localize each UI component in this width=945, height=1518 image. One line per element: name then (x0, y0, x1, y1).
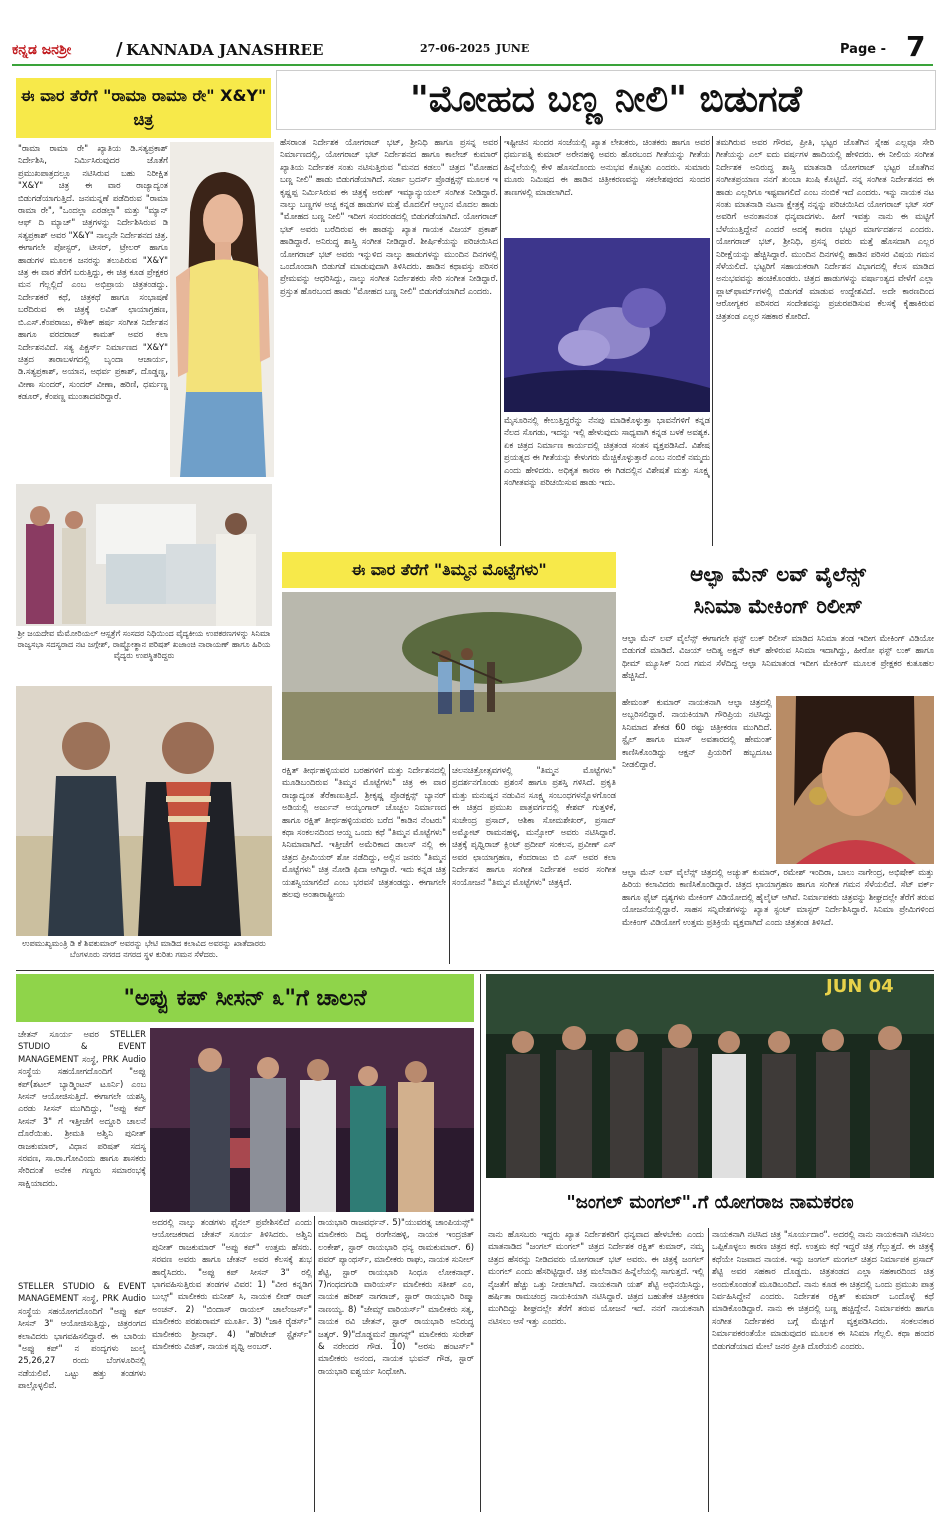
masthead (12, 30, 933, 63)
col-divider (708, 1228, 709, 1512)
page-number: 7 (906, 30, 926, 63)
appu-col2: ಅದರಲ್ಲಿ ನಾಲ್ಕು ತಂಡಗಳು ಫೈನಲ್ ಪ್ರವೇಶಿಸಲಿದೆ ಎಂದು ಆಯೋಜಕರಾದ ಚೇತನ್ ಸೂರ್ಯ ತಿಳಿಸಿದರು. ಅಶ್ವಿನಿ ಪುನೀತ್ ರಾಜಕುಮಾರ್ "ಅಪ್ಪು ಕಪ್" ಉತ್ತಮ ಹೆಸರು. ಸರವಣ ಅವರು ಹಾಗೂ ಚೇತನ್ ಅವರ ಕೆಲಸಕ್ಕೆ ಶುಭ ಹಾರೈಸಿದರು. "ಅಪ್ಪು ಕಪ್ ಸೀಸನ್ 3" ರಲ್ಲಿ ಭಾಗವಹಿಸುತ್ತಿರುವ ತಂಡಗಳ ವಿವರ: 1) "ವೀರ ಕನ್ನಡಿಗ ಬುಲ್ಸ್" ಮಾಲೀಕರು ಮನೀಶ್ ಸಿ, ನಾಯಕ ಲೀಡ್ ರಾಜ್ ಅಂಚನ್. 2) "ಬಿಂದಾಸ್ ರಾಯಲ್ ಚಾಲೆಂಜರ್ಸ್" ಮಾಲೀಕರು ಪರಶುರಾಮ್ ಮೂರ್ತಿ. 3) "ಜಾಕಿ ರೈಡರ್ಸ್" ಮಾಲೀಕರು ಶ್ರೀನಾಥ್. 4) "ಹೆರಿಟೇಜ್ ಸ್ಟೈಕರ್ಸ್" ಮಾಲೀಕರು ವಿಜಿತ್, ನಾಯಕ ಪೃಥ್ವಿ ಅಂಬರ್. (152, 1217, 312, 1352)
alpha-lead: ಆಲ್ಫಾ ಮೆನ್ ಲವ್ ವೈಲೆನ್ಸ್ ಈಗಾಗಲೇ ಫಸ್ಟ್ ಲುಕ್ ರಿಲೀಸ್ ಮಾಡಿದ ಸಿನಿಮಾ ತಂಡ ಇದೀಗ ಮೇಕಿಂಗ್ ವಿಡಿಯೋ ಬಿಡುಗಡೆ ಮಾಡಿದೆ. ವಿಜಯ್ ಆದಿತ್ಯ ಅಕ್ಷನ್ ಕಟ್ ಹೇಳಿರುವ ಸಿನಿಮಾ ಇದಾಗಿದ್ದು, ಹೀರೋ ಫಸ್ಟ್ ಲುಕ್ ಹಾಗೂ ಥೀಮ್ ಮ್ಯೂಸಿಕ್ ನಿಂದ ಗಮನ ಸೆಳೆದಿದ್ದ ಆಲ್ಫಾ ಸಿನಿಮಾತಂಡ ಇದೀಗ ಮೇಕಿಂಗ್ ಮೂಲಕ ಪ್ರೇಕ್ಷಕರ ಕುತೂಹಲ ಹೆಚ್ಚಿಸಿದೆ. (622, 633, 934, 681)
col-divider (500, 136, 501, 546)
alpha-actress-photo (776, 696, 934, 864)
appu-col3: ರಾಯಭಾರಿ ರಾಜವರ್ಧನ್. 5)"ಯುವರತ್ನ ಚಾಂಪಿಯನ್ಸ್" ಮಾಲೀಕರು ದಿವ್ಯ ರಂಗೇನಹಳ್ಳಿ, ನಾಯಕ ಇಂದ್ರಜಿತ್ ಲಂಕೇಶ್, ಸ್ಟಾರ್ ರಾಯಭಾರಿ ಧನ್ಯ ರಾಮಕುಮಾರ್. 6) ಪವರ್ ಪ್ಯಾಂಥರ್ಸ್, ಮಾಲೀಕರು ರಾಘು, ನಾಯಕ ಸುನೀಲ್ ಶೆಟ್ಟಿ, ಸ್ಟಾರ್ ರಾಯಭಾರಿ ಸಿಂಧೂ ಲೋಕನಾಥ್. 7)ಗಂಧದಗುಡಿ ವಾರಿಯರ್ಸ್ ಮಾಲೀಕರು ಸತೀಶ್ ಎಂ, ನಾಯಕ ಹರೀಶ್ ನಾಗರಾಜ್, ಸ್ಟಾರ್ ರಾಯಭಾರಿ ರಿಷ್ಮಾ ನಾಣಯ್ಯ. 8) "ಜೇಮ್ಸ್ ವಾರಿಯರ್ಸ್" ಮಾಲೀಕರು ಸತ್ಯ, ನಾಯಕ ರವಿ ಚೇತನ್, ಸ್ಟಾರ್ ರಾಯಭಾರಿ ಅನಿರುದ್ಧ ಜತ್ಕರ್. 9)"ದೊಡ್ಡಮನೆ ಡ್ರ್ಯಾಗನ್ಸ್" ಮಾಲೀಕರು ಸುರೇಶ್ & ನರೇಂದರ ಗೌಡ. 10) "ಅರಸು ಹಂಟರ್ಸ್" ಮಾಲೀಕರು ಅನಂದ, ನಾಯಕ ಭುವನ್ ಗೌಡ, ಸ್ಟಾರ್ ರಾಯಭಾರಿ ಐಶ್ವರ್ಯ ಸಿಂಧೋಗಿ. (318, 1217, 474, 1376)
jungle-col1: ನಾನು ಹೊಸಬರು ಇದ್ದರು ಖ್ಯಾತ ನಿರ್ದೇಶಕರಿಗೆ ಧನ್ಯವಾದ ಹೇಳಬೇಕು ಎಂದು ಮಾತನಾಡಿದ "ಜಂಗಲ್ ಮಂಗಲ್" ಚಿತ್ರದ ನಿರ್ದೇಶಕ ರಕ್ಷಿತ್ ಕುಮಾರ್, ನಮ್ಮ ಚಿತ್ರದ ಹೆಸರನ್ನು ನೀಡಿದವರು ಯೋಗರಾಜ್ ಭಟ್ ಅವರು. ಈ ಚಿತ್ರಕ್ಕೆ ಜಂಗಲ್ ಮಂಗಲ್ ಎಂದು ಹೆಸರಿಟ್ಟಿದ್ದಾರೆ. ಚಿತ್ರ ಮಲೆನಾಡಿನ ಹಿನ್ನೆಲೆಯಲ್ಲಿ ಸಾಗುತ್ತದೆ. ಇಲ್ಲಿ ನೈಜತೆಗೆ ಹೆಚ್ಚು ಒತ್ತು ನೀಡಲಾಗಿದೆ. ನಾಯಕನಾಗಿ ಯಶ್ ಶೆಟ್ಟಿ ಅಭಿನಯಿಸಿದ್ದು, ಹರ್ಷಿತಾ ರಾಮಚಂದ್ರ ನಾಯಕಿಯಾಗಿ ನಟಿಸಿದ್ದಾರೆ. ಚಿತ್ರದ ಬಹುತೇಕ ಚಿತ್ರೀಕರಣ ಮುಗಿದಿದ್ದು ಶೀಘ್ರದಲ್ಲೇ ತೆರೆಗೆ ತರುವ ಯೋಜನೆ ಇದೆ. ನನಗೆ ನಾಯಕನಾಗಿ ನಟಿಸಲು ಆಸೆ ಇತ್ತು ಎಂದರು. (488, 1229, 704, 1326)
xy-actress-photo (170, 142, 274, 477)
jungle-headline-box (486, 1182, 934, 1222)
timmana-col2: ಚಲನಚಿತ್ರೋತ್ಸವಗಳಲ್ಲಿ "ತಿಮ್ಮನ ಮೊಟ್ಟೆಗಳು" ಪ್ರದರ್ಶನಗೊಂಡು ಪ್ರಶಂಸೆ ಹಾಗೂ ಪ್ರಶಸ್ತಿ ಗಳಿಸಿದೆ. ಪ್ರಕೃತಿ ಮತ್ತು ಮನುಷ್ಯನ ನಡುವಿನ ಸೂಕ್ಷ್ಮ ಸಂಬಂಧಗಳನ್ನೊಳಗೊಂಡ ಈ ಚಿತ್ರದ ಪ್ರಮುಖ ಪಾತ್ರವರ್ಗದಲ್ಲಿ ಕೇಶವ್ ಗುತ್ತಳಿಕೆ, ಸುಚೇಂದ್ರ ಪ್ರಸಾದ್, ಆಶಿಕಾ ಸೋಮಶೇಖರ್, ಪ್ರಸಾದ್ ಅಮ್ಮೋಟ್ ರಾಮನಹಳ್ಳಿ, ಮನ್ಸೋರ್ ಅವರು ನಟಿಸಿದ್ದಾರೆ. ಚಿತ್ರಕ್ಕೆ ಪೃಥ್ವಿರಾಜ್ ಕ್ಲಿಂಟ್ ಪ್ರದೀಪ್ ಸಂಕಲನ, ಪ್ರವೀಣ್ ಎಸ್ ಅವರ ಛಾಯಾಗ್ರಹಣ, ಕೆಂದರಾಜು ಬಿ ಎಸ್ ಅವರ ಕಲಾ ನಿರ್ದೇಶನ ಹಾಗೂ ಸಂಗೀತ ನಿರ್ದೇಶಕ ಅವರ ಸಂಗೀತ ಸಂಯೋಜನೆ "ತಿಮ್ಮನ ಮೊಟ್ಟೆಗಳು" ಚಿತ್ರಕ್ಕಿದೆ. (452, 765, 616, 887)
hospital-equipment-photo (16, 484, 272, 626)
xy-article-body: "ರಾಮಾ ರಾಮಾ ರೇ" ಖ್ಯಾತಿಯ ಡಿ.ಸತ್ಯಪ್ರಕಾಶ್ ನಿರ್ದೇಶಿಸಿ, ನಿರ್ಮಿಸಿರುವುದರ ಜೊತೆಗೆ ಪ್ರಮುಖಪಾತ್ರದಲ್ಲೂ ನಟಿಸಿರುವ ಬಹು ನಿರೀಕ್ಷಿತ "X&Y" ಚಿತ್ರ ಈ ವಾರ ರಾಜ್ಯಾದ್ಯಂತ ಬಿಡುಗಡೆಯಾಗುತ್ತಿದೆ. ಜನಮನ್ನಣೆ ಪಡೆದಿರುವ "ರಾಮಾ ರಾಮಾ ರೇ", "ಒಂದಲ್ಲಾ ಎರಡಲ್ಲಾ" ಮತ್ತು "ಮ್ಯಾನ್ ಆಫ್ ದಿ ಮ್ಯಾಚ್" ಚಿತ್ರಗಳನ್ನು ನಿರ್ದೇಶಿಸಿರುವ ಡಿ ಸತ್ಯಪ್ರಕಾಶ್ ಅವರ "X&Y" ನಾಲ್ಕನೇ ನಿರ್ದೇಶನದ ಚಿತ್ರ. ಈಗಾಗಲೇ ಪೋಸ್ಟರ್, ಟೀಸರ್, ಟ್ರೇಲರ್ ಹಾಗೂ ಹಾಡುಗಳ ಮೂಲಕ ಜನರನ್ನು ತಲುಪಿರುವ "X&Y" ಚಿತ್ರ ಈ ವಾರ ತೆರೆಗೆ ಬರುತ್ತಿದ್ದು, ಈ ಚಿತ್ರ ಕೂಡ ಪ್ರೇಕ್ಷಕರ ಮನ ಗೆಲ್ಲಲ್ಲಿದೆ ಎಂಬ ಅಭಿಪ್ರಾಯ ಚಿತ್ರತಂಡದ್ದು. ನಿರ್ದೇಶಕರೆ ಕಥೆ, ಚಿತ್ರಕಥೆ ಹಾಗೂ ಸಂಭಾಷಣೆ ಬರೆದಿರುವ ಈ ಚಿತ್ರಕ್ಕೆ ಲವಿತ್ ಛಾಯಾಗ್ರಹಣ, ಬಿ.ಎಸ್.ಕೆಂಪರಾಜು, ಕೌಶಿಕ್ ಹರ್ಷ ಸಂಗೀತ ನಿರ್ದೇಶನ ಹಾಗೂ ವರದರಾಜ್ ಕಾಮತ್ ಅವರ ಕಲಾ ನಿರ್ದೇಶನವಿದೆ. ಸತ್ಯ ಪಿಕ್ಚರ್ಸ್ ನಿರ್ಮಾಣದ "X&Y" ಚಿತ್ರದ ತಾರಾಬಳಗದಲ್ಲಿ ಬೃಂದಾ ಆಚಾರ್ಯ, ಡಿ.ಸತ್ಯಪ್ರಕಾಶ್, ಅಯಾನ, ಅಥರ್ವ ಪ್ರಕಾಶ್, ದೊಡ್ಡಣ್ಣ, ವೀಣಾ ಸುಂದರ್, ಸುಂದರ್ ವೀಣಾ, ಹರಿಣಿ, ಧರ್ಮಣ್ಣ ಕಡೂರ್, ಕೆಂಪಣ್ಣ ಮುಂತಾದವರಿದ್ದಾರೆ. (18, 143, 168, 402)
jungle-mangal-event-photo (486, 974, 934, 1178)
mohada-col2b: ಮೈಸೂರಿನಲ್ಲಿ ಕೇಲುತ್ತಿದ್ದರೆನ್ನು ನೆನಪು ಮಾಡಿಕೊಳ್ಳುತ್ತಾ ಭಾವನೆಗಳಿಗೆ ಕನ್ನಡ ನೆಲದ ಸೊಗಡು, ಇದನ್ನು ಇಲ್ಲಿ ಹೇಳುವುದು ಸಾಧ್ಯವಾಗಿ ಕನ್ನಡ ಬಳಕೆ ಅವಶ್ಯಕ. ಏಕ ಚಿತ್ರದ ನಿರ್ಮಾಣ ಕಾರ್ಯದಲ್ಲಿ ಚಿತ್ರತಂಡ ಸಂತಸ ವ್ಯಕ್ತಪಡಿಸಿದೆ. ವಿಶೇಷ ಪ್ರಯತ್ನದ ಈ ಗೀತೆಯನ್ನು ಕೇಳುಗರು ಮೆಚ್ಚಿಕೊಳ್ಳುತ್ತಾರೆ ಎಂಬ ನಂಬಿಕೆ ನಮ್ಮದು ಎಂದು ಹೇಳಿದರು. ಅಧಿಕೃತ ಕಾರಣ ಈ ಗಿಡದಲ್ಲಿನ ವಿಶೇಷತೆ ಮತ್ತು ಸೂಕ್ಷ್ಮ ಸಂಗೀತವನ್ನು ಪರಿಚಯಿಸುವ ಹಾಡು ಇದು. (504, 415, 710, 488)
alpha-headline-line2: ಸಿನಿಮಾ ಮೇಕಿಂಗ್ ರಿಲೀಸ್ (693, 594, 863, 618)
appu-col1b: STELLER STUDIO & EVENT MANAGEMENT ಸಂಸ್ಥೆ, PRK Audio ಸಂಸ್ಥೆಯ ಸಹಯೋಗದೊಂದಿಗೆ "ಅಪ್ಪು ಕಪ್ ಸೀಸನ್ 3" ಆಯೋಜಿಸುತ್ತಿದ್ದು, ಚಿತ್ರರಂಗದ ಕಲಾವಿದರು ಭಾಗವಹಿಸಲಿದ್ದಾರೆ. ಈ ಬಾರಿಯ "ಅಪ್ಪು ಕಪ್" ನ ಪಂದ್ಯಗಳು ಜುಲೈ 25,26,27 ರಂದು ಬೆಂಗಳೂರಿನಲ್ಲಿ ನಡೆಯಲಿವೆ. ಒಟ್ಟು ಹತ್ತು ತಂಡಗಳು ಪಾಲ್ಗೊಳ್ಳಲಿವೆ. (18, 1281, 146, 1391)
masthead-separator: / (116, 39, 123, 60)
section-divider (16, 970, 934, 971)
appu-cup-launch-photo (150, 1028, 474, 1212)
appu-headline-box (16, 974, 474, 1022)
appu-headline: "ಅಪ್ಪು ಕಪ್ ಸೀಸನ್ ೩"ಗೆ ಚಾಲನೆ (123, 985, 367, 1011)
xy-headline: ಈ ವಾರ ತೆರೆಗೆ "ರಾಮಾ ರಾಮಾ ರೇ" X&Y" ಚಿತ್ರ (20, 86, 267, 129)
timmana-col1: ರಕ್ಷಿತ್ ತೀರ್ಥಹಳ್ಳಿಯವರ ಬರಹಗಳಿಗೆ ಮತ್ತು ನಿರ್ದೇಶನದಲ್ಲಿ ಮೂಡಿಬಂದಿರುವ "ತಿಮ್ಮನ ಮೊಟ್ಟೆಗಳು" ಚಿತ್ರ ಈ ವಾರ ರಾಜ್ಯಾದ್ಯಂತ ತೆರೆಕಾಣುತ್ತಿದೆ. ಶ್ರೀಕೃಷ್ಣ ಪ್ರೊಡಕ್ಷನ್ಸ್ ಬ್ಯಾನರ್ ಅಡಿಯಲ್ಲಿ ಅರ್ಜುನ್ ಅಯ್ಯಂಗಾರ್ ಚೊಚ್ಚಲ ನಿರ್ಮಾಣದ ಹಾಗೂ ರಕ್ಷಿತ್ ತೀರ್ಥಹಳ್ಳಿಯವರು ಬರೆದ "ಕಾಡಿನ ನೆಂಟರು" ಕಥಾ ಸಂಕಲನದಿಂದ ಆಯ್ದ ಒಂದು ಕಥೆ "ತಿಮ್ಮನ ಮೊಟ್ಟೆಗಳು" ಸಿನಿಮಾವಾಗಿದೆ. ಇತ್ತೀಚೆಗೆ ಅಮೆರಿಕಾದ ಡಾಲಸ್ ನಲ್ಲಿ ಈ ಚಿತ್ರದ ಪ್ರೀಮಿಯರ್ ಶೋ ನಡೆದಿದ್ದು, ಅಲ್ಲಿನ ಜನರು "ತಿಮ್ಮನ ಮೊಟ್ಟೆಗಳು" ಚಿತ್ರ ನೋಡಿ ಫಿದಾ ಆಗಿದ್ದಾರೆ. ಇದು ಕನ್ನಡ ಚಿತ್ರ ಯಶಸ್ವಿಯಾಗಲಿದೆ ಎಂಬ ಭರವಸೆ ಚಿತ್ರತಂಡದ್ದು. ಈಗಾಗಲೇ ಹಲವು ಅಂತಾರಾಷ್ಟ್ರೀಯ (282, 765, 446, 900)
mohada-headline: "ಮೋಹದ ಬಣ್ಣ ನೀಲಿ" ಬಿಡುಗಡೆ (410, 79, 802, 120)
xy-headline-box (16, 78, 271, 138)
issue-date: 27-06-2025 (420, 42, 491, 55)
hospital-photo-caption: ಶ್ರೀ ಜಯದೇವ ಮೆಮೋರಿಯಲ್ ಆಸ್ಪತ್ರೆಗೆ ಸಂಸದರ ನಿಧಿಯಿಂದ ವೈದ್ಯಕೀಯ ಉಪಕರಣಗಳನ್ನು ಸಿನಿಮಾ ರಾಜ್ಯಸಭಾ ಸದಸ್ಯರಾದ ನಟ ಜಗ್ಗೇಶ್, ರಾಷ್ಟ್ರೋತ್ಥಾನ ಪರಿಷತ್ ಖಜಾಂಚಿ ನಾರಾಯಣ್ ಹಾಗೂ ಹಿರಿಯ ವೈದ್ಯರು ಉಪಸ್ಥಿತರಿದ್ದರು (17, 629, 271, 660)
dkshivakumar-photo (16, 686, 272, 936)
alpha-headline-box (620, 552, 936, 628)
timmana-headline: ಈ ವಾರ ತೆರೆಗೆ "ತಿಮ್ಮನ ಮೊಟ್ಟೆಗಳು" (351, 560, 547, 579)
timmana-headline-box (282, 552, 616, 588)
col-divider (449, 764, 450, 964)
mohada-col3: ತಮಗಿರುವ ಅವರ ಗೌರವ, ಪ್ರೀತಿ, ಭಟ್ಟರ ಜೊತೆಗಿನ ಸ್ನೇಹ ಎಲ್ಲವೂ ಸೇರಿ ಗೀತೆಯನ್ನು ಎಲ್ ಐದು ವರ್ಷಗಳ ಹಾದಿಯಲ್ಲಿ ಹೇಳಿದರು. ಈ ನೀಲಿಯ ಸಂಗೀತ ನಿರ್ದೇಶಕ ಅನಿರುದ್ಧ ಶಾಸ್ತ್ರಿ ಮಾತನಾಡಿ ಯೋಗರಾಜ್ ಭಟ್ಟರ ಜೊತೆಗಿನ ಸಂಗೀತಪ್ರಯಾಣ ನನಗೆ ತುಂಬಾ ಖುಷಿ ಕೊಟ್ಟಿದೆ. ನನ್ನ ಸಂಗೀತ ನಿರ್ದೇಶನದ ಈ ಹಾಡು ಎಲ್ಲರಿಗೂ ಇಷ್ಟವಾಗಲಿದೆ ಎಂಬ ನಂಬಿಕೆ ಇದೆ ಎಂದರು. ಇನ್ನು ನಾಯಕ ನಟ ಸಂತು ಮಾತನಾಡಿ ನಟನಾ ಕ್ಷೇತ್ರಕ್ಕೆ ನನ್ನನ್ನು ಪರಿಚಯಿಸಿದ ಯೋಗರಾಜ್ ಭಟ್ ಸರ್ ಅವರಿಗೆ ಅನಂತಾನಂತ ಧನ್ಯವಾದಗಳು. ಹೀಗೆ ಇವತ್ತು ನಾನು ಈ ಮಟ್ಟಿಗೆ ಬೆಳೆಯುತ್ತಿದ್ದೇನೆ ಎಂದರೆ ಅದಕ್ಕೆ ಕಾರಣ ಭಟ್ಟರ ಮಾರ್ಗದರ್ಶನ ಎಂದರು. ಯೋಗರಾಜ್ ಭಟ್, ಶ್ರೀನಿಧಿ, ಪ್ರಸನ್ನ ರವರು ಮತ್ತೆ ಹೊಸದಾಗಿ ಎಲ್ಲರ ನಿರೀಕ್ಷೆಯನ್ನು ಹೆಚ್ಚಿಸಿದ್ದಾರೆ. ಮುಂದಿನ ದಿನಗಳಲ್ಲಿ ಹಾಡಿನ ಪರಿಸರ ವಿಷಯ ಗಮನ ಸೆಳೆಯಲಿದೆ. ಭಟ್ಟರಿಗೆ ಸಹಾಯಕರಾಗಿ ನಿರ್ದೇಶನ ವಿಭಾಗದಲ್ಲಿ ಕೆಲಸ ಮಾಡಿದ ಅನುಭವವನ್ನು ಹಂಚಿಕೊಂಡರು. ಚಿತ್ರದ ಹಾಡುಗಳನ್ನು ವರ್ಷಾಂತ್ಯದ ವೇಳೆಗೆ ಎಲ್ಲಾ ಪ್ಲಾಟ್‌ಫಾರ್ಮ್‌ಗಳಲ್ಲಿ ಬಿಡುಗಡೆ ಮಾಡುವ ಉದ್ದೇಶವಿದೆ. ಅದೇ ಕಾರಣದಿಂದ ಆರೋಗ್ಯಕರ ಪರಿಸರದ ಸಂದೇಶವನ್ನು ಪ್ರಚುರಪಡಿಸುವ ಕೆಲಸಕ್ಕೆ ಕೈಹಾಕಿರುವ ಚಿತ್ರತಂಡ ಎಲ್ಲರ ಸಹಕಾರ ಕೋರಿದೆ. (716, 137, 934, 321)
timmana-film-still (282, 592, 616, 760)
issue-month: JUNE (496, 42, 530, 55)
alpha-side-text: ಹೇಮಂತ್ ಕುಮಾರ್ ನಾಯಕನಾಗಿ ಆಲ್ಫಾ ಚಿತ್ರದಲ್ಲಿ ಅಬ್ಬರಿಸಲಿದ್ದಾರೆ. ನಾಯಕಿಯಾಗಿ ಗೌರಿಪ್ರಿಯ ನಟಿಸಿದ್ದು ಸಿನಿಮಾದ ಶೇಕಡ 60 ರಷ್ಟು ಚಿತ್ರೀಕರಣ ಮುಗಿದಿದೆ. ಸ್ಟೈಲ್ ಹಾಗೂ ಮಾಸ್ ಅವತಾರದಲ್ಲಿ ಹೇಮಂತ್ ಕಾಣಿಸಿಕೊಂಡಿದ್ದು ಆಕ್ಷನ್ ಪ್ರಿಯರಿಗೆ ಹಬ್ಬದೂಟ ನೀಡಲಿದ್ದಾರೆ. (622, 697, 772, 770)
col-divider (480, 974, 481, 1512)
masthead-english-name: KANNADA JANASHREE (126, 41, 324, 59)
mohada-headline-box (276, 70, 936, 130)
mohada-col1: ಹೆಸರಾಂತ ನಿರ್ದೇಶಕ ಯೋಗರಾಜ್ ಭಟ್, ಶ್ರೀನಿಧಿ ಹಾಗೂ ಪ್ರಸನ್ನ ಅವರ ನಿರ್ಮಾಣದಲ್ಲಿ, ಯೋಗರಾಜ್ ಭಟ್ ನಿರ್ದೇಶನದ ಹಾಗೂ ಕಾಲೇಜ್ ಕುಮಾರ್ ಖ್ಯಾತಿಯ ನಿರ್ದೇಶಕ ಸಂತು ನಟಿಸುತ್ತಿರುವ "ಮನದ ಕಡಲು" ಚಿತ್ರದ "ಮೋಹದ ಬಣ್ಣ ನೀಲಿ" ಹಾಡು ಬಿಡುಗಡೆಯಾಗಿದೆ. ಸರ್ಜಾ ಬ್ರದರ್ಸ್ ಪ್ರೊಡಕ್ಷನ್ಸ್ ಮೂಲಕ ಇ ಕೃಷ್ಣಪ್ಪ ನಿರ್ಮಿಸಿರುವ ಈ ಚಿತ್ರಕ್ಕೆ ಅರುಣ್ ಇಮ್ಯಾನ್ಯುಯಲ್ ಸಂಗೀತ ನೀಡಿದ್ದಾರೆ. ನಾಲ್ಕು ಬಣ್ಣಗಳ ಅಚ್ಚ ಕನ್ನಡ ಹಾಡುಗಳ ಮತ್ತೆ ಮೊದಲಿಗೆ ಆಲ್ಬಂನ ಮೊದಲ ಹಾಡು "ಮೋಹದ ಬಣ್ಣ ನೀಲಿ" ಇದೀಗ ಸಂದರಂಡದಲ್ಲಿ ಬಿಡುಗಡೆಯಾಗಿದೆ. ಯೋಗರಾಜ್ ಭಟ್ ಅವರು ಬರೆದಿರುವ ಈ ಹಾಡನ್ನು ಖ್ಯಾತ ಗಾಯಕ ವಿಜಯ್ ಪ್ರಕಾಶ್ ಹಾಡಿದ್ದಾರೆ. ಅನಿರುದ್ಧ ಶಾಸ್ತ್ರಿ ಸಂಗೀತ ನೀಡಿದ್ದಾರೆ. ಶೀರ್ಷಿಕೆಯನ್ನು ಪರಿಚಯಿಸಿದ ಯೋಗರಾಜ್ ಭಟ್ ಅವರು ಇನ್ನುಳಿದ ನಾಲ್ಕು ಹಾಡುಗಳನ್ನು ಮುಂದಿನ ದಿನಗಳಲ್ಲಿ ಒಂದೊಂದಾಗಿ ಬಿಡುಗಡೆ ಮಾಡುವುದಾಗಿ ತಿಳಿಸಿದರು. ಹಾಡಿನ ಕಥಾವಸ್ತು ಪರಿಸರ ಪ್ರೇಮವನ್ನು ಆಧರಿಸಿದ್ದು, ನಾಲ್ಕು ಸಂಗೀತ ನಿರ್ದೇಶಕರು ಸೇರಿ ಸಂಗೀತ ನೀಡಿದ್ದಾರೆ. ಪ್ರಸ್ತುತ ಹೊರಬಂದ ಹಾಡು "ಮೋಹದ ಬಣ್ಣ ನೀಲಿ" ಬಿಡುಗಡೆಯಾಗಿದೆ ಎಂದರು. (280, 137, 498, 296)
masthead-rule (12, 64, 933, 66)
jungle-banner-text: JUN 04 (826, 976, 894, 997)
masthead-kannada-name: ಕನ್ನಡ ಜನಶ್ರೀ (12, 42, 72, 58)
mohada-col2: ಇಷ್ಟೀಚಿನ ಸುಂದರ ಸಂಜೆಯಲ್ಲಿ ಖ್ಯಾತ ಲೇಖಕರು, ಚಿಂತಕರು ಹಾಗೂ ಅವರ ಧರ್ಮಪತ್ನಿ ಕುಮಾರ್ ಅರೇನಹಳ್ಳಿ ಅವರು ಹೊರಬಂದ ಗೀತೆಯನ್ನು ಗೀತೆಯ ಹಿನ್ನೆಲೆಯಲ್ಲಿ ಕೇಳಿ ಹೊಸದೊಂದು ಅನುಭವ ಕೊಟ್ಟಿತು ಎಂದರು. ಸುಮಾರು ಮೂರು ನಿಮಿಷದ ಈ ಹಾಡಿನ ಚಿತ್ರೀಕರಣವನ್ನು ಸಕಲೇಶಪುರದ ಸುಂದರ ತಾಣಗಳಲ್ಲಿ ಮಾಡಲಾಗಿದೆ. (504, 137, 710, 197)
col-divider (314, 1216, 315, 1512)
alpha-body: ಆಲ್ಫಾ ಮೆನ್ ಲವ್ ವೈಲೆನ್ಸ್ ಚಿತ್ರದಲ್ಲಿ ಅಚ್ಯುತ್ ಕುಮಾರ್, ರಮೇಶ್ ಇಂದಿರಾ, ಬಾಲು ನಾಗೇಂದ್ರ, ಅಭಿಷೇಕ್ ಮತ್ತು ಹಿರಿಯ ಕಲಾವಿದರು ಕಾಣಿಸಿಕೊಂಡಿದ್ದಾರೆ. ಚಿತ್ರದ ಛಾಯಾಗ್ರಹಣ ಹಾಗೂ ಸಂಗೀತ ಗಮನ ಸೆಳೆಯಲಿದೆ. ಸೆಟ್ ವರ್ಕ್ ಹಾಗೂ ಫೈಟ್ ದೃಶ್ಯಗಳು ಮೇಕಿಂಗ್ ವಿಡಿಯೋದಲ್ಲಿ ಹೈಲೈಟ್ ಆಗಿವೆ. ನಿರ್ಮಾಪಕರು ಚಿತ್ರವನ್ನು ಶೀಘ್ರದಲ್ಲೇ ತೆರೆಗೆ ತರುವ ಯೋಜನೆಯಲ್ಲಿದ್ದಾರೆ. ಸಾಹಸ ಸನ್ನಿವೇಶಗಳನ್ನು ಖ್ಯಾತ ಸ್ಟಂಟ್ ಮಾಸ್ಟರ್ ನಿರ್ದೇಶಿಸಿದ್ದಾರೆ. ಸಿನಿಮಾ ಪ್ರೇಮಿಗಳಿಂದ ಮೇಕಿಂಗ್ ವಿಡಿಯೋಗೆ ಉತ್ತಮ ಪ್ರತಿಕ್ರಿಯೆ ವ್ಯಕ್ತವಾಗಿದೆ ಎಂದು ಚಿತ್ರತಂಡ ತಿಳಿಸಿದೆ. (622, 867, 934, 927)
page-label: Page - (840, 42, 886, 57)
dkshivakumar-photo-caption: ಉಪಮುಖ್ಯಮಂತ್ರಿ ಡಿ ಕೆ ಶಿವಕುಮಾರ್ ಅವರನ್ನು ಭೇಟಿ ಮಾಡಿದ ಕಲಾವಿದ ಅವರನ್ನು ಖಾತೆದಾರರು ಬೆಂಗಳೂರು ನಗರದ ನಗರದ ಸ್ಥಳ ಕುರಿತು ಗಮನ ಸೆಳೆದರು. (22, 939, 266, 959)
jungle-col2: ನಾಯಕನಾಗಿ ನಟಿಸಿದ ಚಿತ್ರ "ಸೂರ್ಯದಾರ". ಅದರಲ್ಲಿ ನಾನು ನಾಯಕನಾಗಿ ನಟಿಸಲು ಒಪ್ಪಿಕೊಳ್ಳಲು ಕಾರಣ ಚಿತ್ರದ ಕಥೆ. ಉತ್ತಮ ಕಥೆ ಇದ್ದರೆ ಚಿತ್ರ ಗೆಲ್ಲುತ್ತದೆ. ಈ ಚಿತ್ರಕ್ಕೆ ಕಥೆಯೇ ನಿಜವಾದ ನಾಯಕ. ಇನ್ನು ಜಂಗಲ್ ಮಂಗಲ್ ಚಿತ್ರದ ನಿರ್ಮಾಪಕ ಪ್ರಸಾದ್ ಶೆಟ್ಟಿ ಅವರ ಸಹಕಾರ ದೊಡ್ಡದು. ಚಿತ್ರತಂಡದ ಎಲ್ಲಾ ಸಹಕಾರದಿಂದ ಚಿತ್ರ ಅಂದುಕೊಂಡಂತೆ ಮೂಡಿಬಂದಿದೆ. ನಾನು ಕೂಡ ಈ ಚಿತ್ರದಲ್ಲಿ ಒಂದು ಪ್ರಮುಖ ಪಾತ್ರ ನಿರ್ವಹಿಸಿದ್ದೇನೆ ಎಂದರು. ನಿರ್ದೇಶಕ ರಕ್ಷಿತ್ ಕುಮಾರ್ ಒಂದೊಳ್ಳೆ ಕಥೆ ಮಾಡಿಕೊಂಡಿದ್ದಾರೆ. ನಾನು ಈ ಚಿತ್ರದಲ್ಲಿ ಬಣ್ಣ ಹಚ್ಚಿದ್ದೇನೆ. ನಿರ್ಮಾಪಕರು ಹಾಗೂ ಸಂಗೀತ ನಿರ್ದೇಶಕರ ಬಗ್ಗೆ ಮೆಚ್ಚುಗೆ ವ್ಯಕ್ತಪಡಿಸಿದರು. ಸಂಕಲನಕಾರ ನಿರ್ಮಾಪಕರಂತೆಯೇ ಮಾಡುವುದರ ಮೂಲಕ ಈ ಸಿನಿಮಾ ಗೆಲ್ಲಲಿ. ಕಥಾ ಹಂದರ ಬಿಡುಗಡೆಯಾದ ಮೇಲೆ ಜನರ ಪ್ರೀತಿ ದೊರೆಯಲಿ ಎಂದರು. (712, 1229, 934, 1351)
mohada-film-still (504, 238, 710, 412)
appu-col1: ಚೇತನ್ ಸೂರ್ಯ ಅವರ STELLER STUDIO & EVENT MANAGEMENT ಸಂಸ್ಥೆ, PRK Audio ಸಂಸ್ಥೆಯ ಸಹಯೋಗದೊಂದಿಗೆ "ಅಪ್ಪು ಕಪ್(ಶಟಲ್ ಬ್ಯಾಡ್ಮಿಂಟನ್ ಟೂರ್ನಿ) ಎಂಬ ಸೀಸನ್ ಆಯೋಜಿಸುತ್ತಿದೆ. ಈಗಾಗಲೇ ಯಶಸ್ವಿ ಎರಡು ಸೀಸನ್ ಮುಗಿದಿದ್ದು, "ಅಪ್ಪು ಕಪ್ ಸೀಸನ್ 3" ಗೆ ಇತ್ತೀಚೆಗೆ ಅದ್ದೂರಿ ಚಾಲನೆ ದೊರೆಯಿತು. ಶ್ರೀಮತಿ ಅಶ್ವಿನಿ ಪುನೀತ್ ರಾಜಕುಮಾರ್, ವಿಧಾನ ಪರಿಷತ್ ಸದಸ್ಯ ಸರವಣ, ಸಾ.ರಾ.ಗೋವಿಂದು ಹಾಗೂ ಶಾಸಕರು ಸೇರಿದಂತೆ ಅನೇಕ ಗಣ್ಯರು ಸಮಾರಂಭಕ್ಕೆ ಸಾಕ್ಷಿಯಾದರು. (18, 1029, 146, 1188)
alpha-headline-line1: ಆಲ್ಫಾ ಮೆನ್ ಲವ್ ವೈಲೆನ್ಸ್ (690, 562, 866, 586)
jungle-headline: "ಜಂಗಲ್ ಮಂಗಲ್".ಗೆ ಯೋಗರಾಜ ನಾಮಕರಣ (566, 1191, 854, 1213)
col-divider (712, 136, 713, 546)
